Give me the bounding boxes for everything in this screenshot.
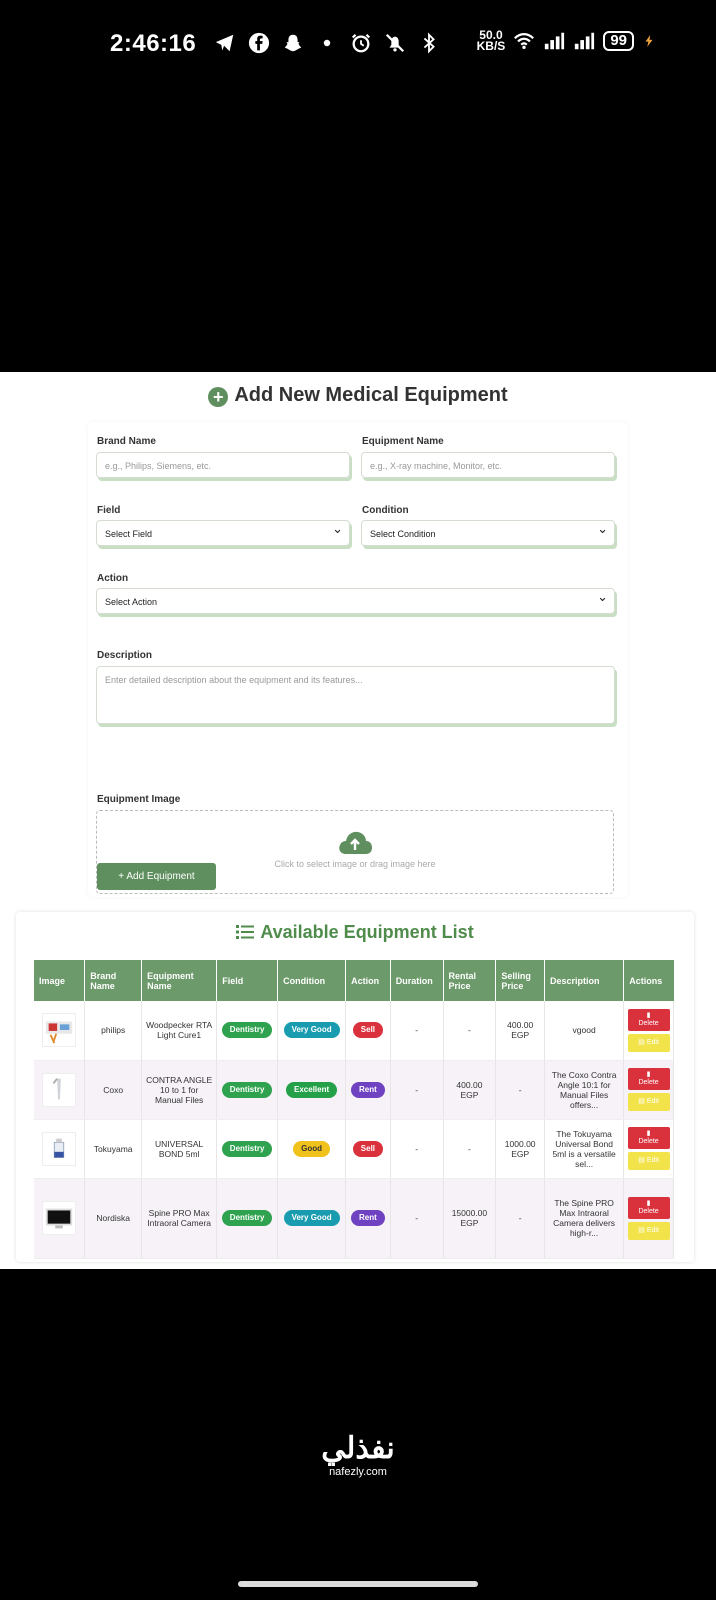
field-badge: Dentistry [222,1082,273,1098]
add-equipment-form [88,422,628,897]
action-badge: Sell [353,1022,383,1038]
delete-button[interactable] [628,1127,670,1149]
condition-cell [278,1060,346,1119]
table-row [34,1119,674,1178]
trash-icon: ▮ [646,1071,651,1078]
delete-label: Delete [638,1138,659,1145]
edit-button[interactable] [628,1034,670,1052]
col-actions: Actions [624,960,674,1001]
selling-cell: 1000.00 EGP [496,1119,545,1178]
col-description: Description [545,960,624,1001]
delete-button[interactable] [628,1197,670,1219]
col-brand: Brand Name [85,960,142,1001]
equipment-name-input[interactable]: e.g., X-ray machine, Monitor, etc. [361,452,615,478]
brand-cell: philips [85,1001,142,1060]
condition-cell [278,1119,346,1178]
speed-unit: KB/S [476,39,506,53]
web-page [0,372,716,1269]
col-field: Field [217,960,278,1001]
add-equipment-button[interactable]: + Add Equipment [97,863,216,890]
facebook-icon [248,32,270,54]
col-duration: Duration [390,960,443,1001]
status-bar [0,0,716,92]
action-badge: Sell [353,1141,383,1157]
col-action: Action [346,960,391,1001]
edit-icon: ▤ [638,1098,645,1105]
delete-button[interactable] [628,1068,670,1090]
condition-label: Condition [362,505,409,516]
field-cell [217,1178,278,1258]
trash-icon: ▮ [646,1130,651,1137]
bluetooth-icon [418,32,440,54]
duration-cell: - [390,1119,443,1178]
watermark-latin: nafezly.com [329,1466,387,1478]
field-cell [217,1119,278,1178]
action-label: Action [97,573,129,584]
edit-label: Edit [646,1157,659,1164]
duration-cell: - [390,1178,443,1258]
status-time: 2:46:16 [110,30,197,57]
charging-icon [642,30,656,52]
name-cell: CONTRA ANGLE 10 to 1 for Manual Files [142,1060,217,1119]
image-cell [34,1119,85,1178]
action-badge: Rent [351,1210,385,1226]
action-cell [346,1001,391,1060]
equipment-list-card [16,912,694,1262]
field-cell [217,1001,278,1060]
table-header-row [34,960,674,1001]
action-cell [346,1178,391,1258]
selling-cell: - [496,1178,545,1258]
image-label: Equipment Image [97,794,181,805]
description-cell: The Spine PRO Max Intraoral Camera delivers high-r... [545,1178,624,1258]
mute-icon [384,32,406,54]
table-row [34,1060,674,1119]
action-cell [346,1119,391,1178]
name-cell: UNIVERSAL BOND 5ml [142,1119,217,1178]
alarm-icon [350,32,372,54]
system-icons [477,30,656,52]
notification-icons [214,32,440,54]
condition-badge: Good [293,1141,330,1157]
field-label: Field [97,505,121,516]
condition-badge: Excellent [286,1082,337,1098]
field-cell [217,1060,278,1119]
col-rental-price: Rental Price [443,960,496,1001]
action-cell [346,1060,391,1119]
plus-circle-icon: + [208,387,228,407]
field-select[interactable]: Select Field ⌄ [96,520,350,546]
rental-cell: - [443,1119,496,1178]
actions-cell [624,1119,674,1178]
brand-input[interactable]: e.g., Philips, Siemens, etc. [96,452,350,478]
delete-label: Delete [638,1207,659,1215]
cloud-upload-icon [337,829,373,855]
field-badge: Dentistry [222,1022,273,1038]
description-cell: The Tokuyama Universal Bond 5ml is a versatile sel... [545,1119,624,1178]
battery-indicator: 99 [603,31,634,51]
brand-cell: Coxo [85,1060,142,1119]
actions-cell [624,1001,674,1060]
description-textarea[interactable]: Enter detailed description about the equipment and its features... [96,666,615,724]
brand-cell: Tokuyama [85,1119,142,1178]
selling-cell: 400.00 EGP [496,1001,545,1060]
snapchat-icon [282,32,304,54]
image-cell [34,1178,85,1258]
edit-button[interactable] [628,1222,670,1240]
equipment-name-label: Equipment Name [362,436,444,447]
col-condition: Condition [278,960,346,1001]
rental-cell: 400.00 EGP [443,1060,496,1119]
edit-label: Edit [646,1226,659,1234]
edit-label: Edit [646,1098,659,1105]
name-cell: Woodpecker RTA Light Cure1 [142,1001,217,1060]
description-label: Description [97,650,153,661]
edit-button[interactable] [628,1152,670,1170]
delete-label: Delete [638,1019,659,1027]
field-badge: Dentistry [222,1210,273,1226]
duration-cell: - [390,1001,443,1060]
list-header [16,922,694,943]
selling-cell: - [496,1060,545,1119]
description-cell: The Coxo Contra Angle 10:1 for Manual Files offers... [545,1060,624,1119]
action-select[interactable]: Select Action ⌄ [96,588,615,614]
actions-cell [624,1060,674,1119]
image-cell [34,1001,85,1060]
edit-icon: ▤ [638,1038,645,1046]
equipment-table [34,960,674,1259]
telegram-icon [214,32,236,54]
col-image: Image [34,960,85,1001]
delete-label: Delete [638,1079,659,1086]
rental-cell: 15000.00 EGP [443,1178,496,1258]
actions-cell [624,1178,674,1258]
list-icon [236,924,254,940]
equipment-thumbnail [42,1132,76,1166]
wifi-icon [513,30,535,52]
condition-cell [278,1178,346,1258]
image-cell [34,1060,85,1119]
signal-icon-2 [573,30,595,52]
network-speed [477,30,506,52]
description-cell: vgood [545,1001,624,1060]
trash-icon: ▮ [646,1199,651,1207]
condition-select[interactable]: Select Condition ⌄ [361,520,615,546]
duration-cell: - [390,1060,443,1119]
watermark-arabic: نفذلي [321,1432,395,1465]
home-indicator[interactable] [238,1581,478,1587]
speed-value: 50.0 [479,28,503,42]
equipment-thumbnail [42,1013,76,1047]
edit-icon: ▤ [638,1226,645,1234]
edit-label: Edit [646,1038,659,1046]
delete-button[interactable] [628,1009,670,1031]
col-selling-price: Selling Price [496,960,545,1001]
table-row [34,1001,674,1060]
condition-badge: Very Good [284,1210,340,1226]
table-row [34,1178,674,1258]
rental-cell: - [443,1001,496,1060]
name-cell: Spine PRO Max Intraoral Camera [142,1178,217,1258]
condition-cell [278,1001,346,1060]
edit-icon: ▤ [638,1157,645,1164]
brand-label: Brand Name [97,436,156,447]
form-header [0,384,716,407]
nafezly-watermark [0,1432,716,1478]
action-badge: Rent [351,1082,385,1098]
signal-icon-1 [543,30,565,52]
list-title: Available Equipment List [260,922,474,942]
equipment-thumbnail [42,1073,76,1107]
upload-hint: Click to select image or drag image here [274,859,436,869]
form-title: Add New Medical Equipment [234,384,508,406]
edit-button[interactable] [628,1093,670,1111]
condition-badge: Very Good [284,1022,340,1038]
col-equipment-name: Equipment Name [142,960,217,1001]
trash-icon: ▮ [646,1011,651,1019]
brand-cell: Nordiska [85,1178,142,1258]
equipment-thumbnail [42,1201,76,1235]
field-badge: Dentistry [222,1141,273,1157]
dot-icon [316,32,338,54]
